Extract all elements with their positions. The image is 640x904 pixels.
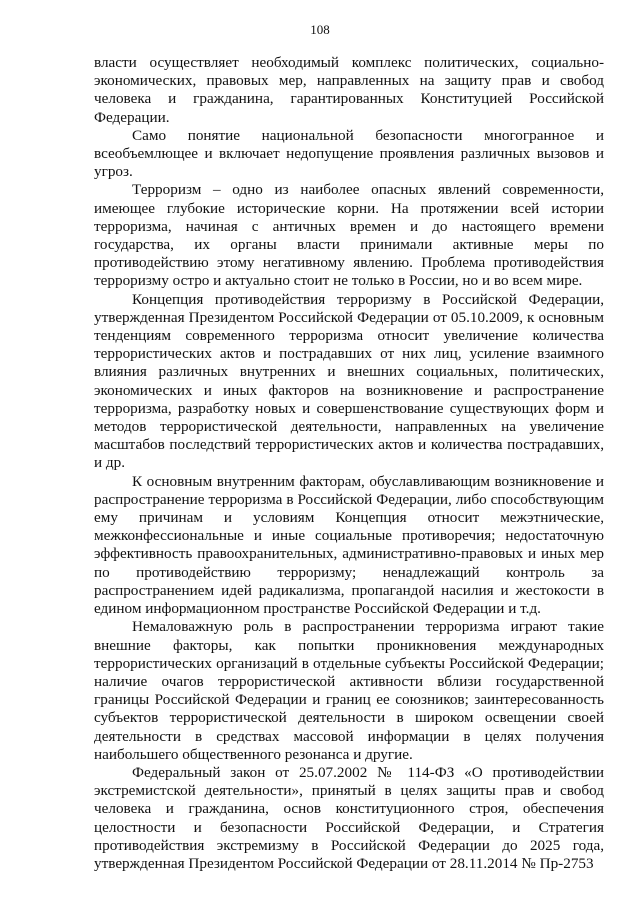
page-number: 108	[310, 22, 330, 37]
paragraph-1: власти осуществляет необходимый комплекс политических, социально-экономических, правовых мер, направленных на защиту прав и свобод человека и гражданина, гарантированных Конституцией Российской Федерации.	[94, 54, 604, 126]
paragraph-4: Концепция противодействия терроризму в Российской Федерации, утвержденная Президентом Российской Федерации от 05.10.2009, к основным тенденциям современного терроризма относит увеличение количества террористических актов и пострадавших от них лиц, усиление взаимного влияния различных внутренних и внешних социальных, политических, экономических и иных факторов на возникновение и распространение терроризма, разработку новых и совершенствование существующих форм и методов террористической деятельности, направленных на увеличение масштабов последствий террористических актов и количества пострадавших, и др.	[94, 290, 604, 472]
paragraph-2: Само понятие национальной безопасности многогранное и всеобъемлющее и включает недопущение проявления различных вызовов и угроз.	[94, 126, 604, 181]
paragraph-5: К основным внутренним факторам, обуславливающим возникновение и распространение терроризма в Российской Федерации, либо способствующим ему причинам и условиям Концепция относит межэтнические, межконфессиональные и иные социальные противоречия; недостаточную эффективность правоохранительных, административно-правовых и иных мер по противодействию терроризму; ненадлежащий контроль за распространением идей радикализма, пропагандой насилия и жестокости в едином информационном пространстве Российской Федерации и т.д.	[94, 472, 604, 618]
document-body	[94, 54, 604, 873]
paragraph-7: Федеральный закон от 25.07.2002 № 114-ФЗ «О противодействии экстремистской деятельности», принятый в целях защиты прав и свобод человека и гражданина, основ конституционного строя, обеспечения целостности и безопасности Российской Федерации, и Стратегия противодействия экстремизму в Российской Федерации до 2025 года, утвержденная Президентом Российской Федерации от 28.11.2014 № Пр-2753	[94, 763, 604, 872]
paragraph-3: Терроризм – одно из наиболее опасных явлений современности, имеющее глубокие исторические корни. На протяжении всей истории терроризма, начиная с античных времен и до настоящего времени государства, их органы власти принимали активные меры по противодействию этому негативному явлению. Проблема противодействия терроризму остро и актуально стоит не только в России, но и во всем мире.	[94, 181, 604, 290]
paragraph-6: Немаловажную роль в распространении терроризма играют такие внешние факторы, как попытки проникновения международных террористических организаций в отдельные субъекты Российской Федерации; наличие очагов террористической активности вблизи государственной границы Российской Федерации и границ ее союзников; заинтересованность субъектов террористической деятельности в широком освещении своей деятельности в средствах массовой информации в целях получения наибольшего общественного резонанса и другие.	[94, 618, 604, 763]
